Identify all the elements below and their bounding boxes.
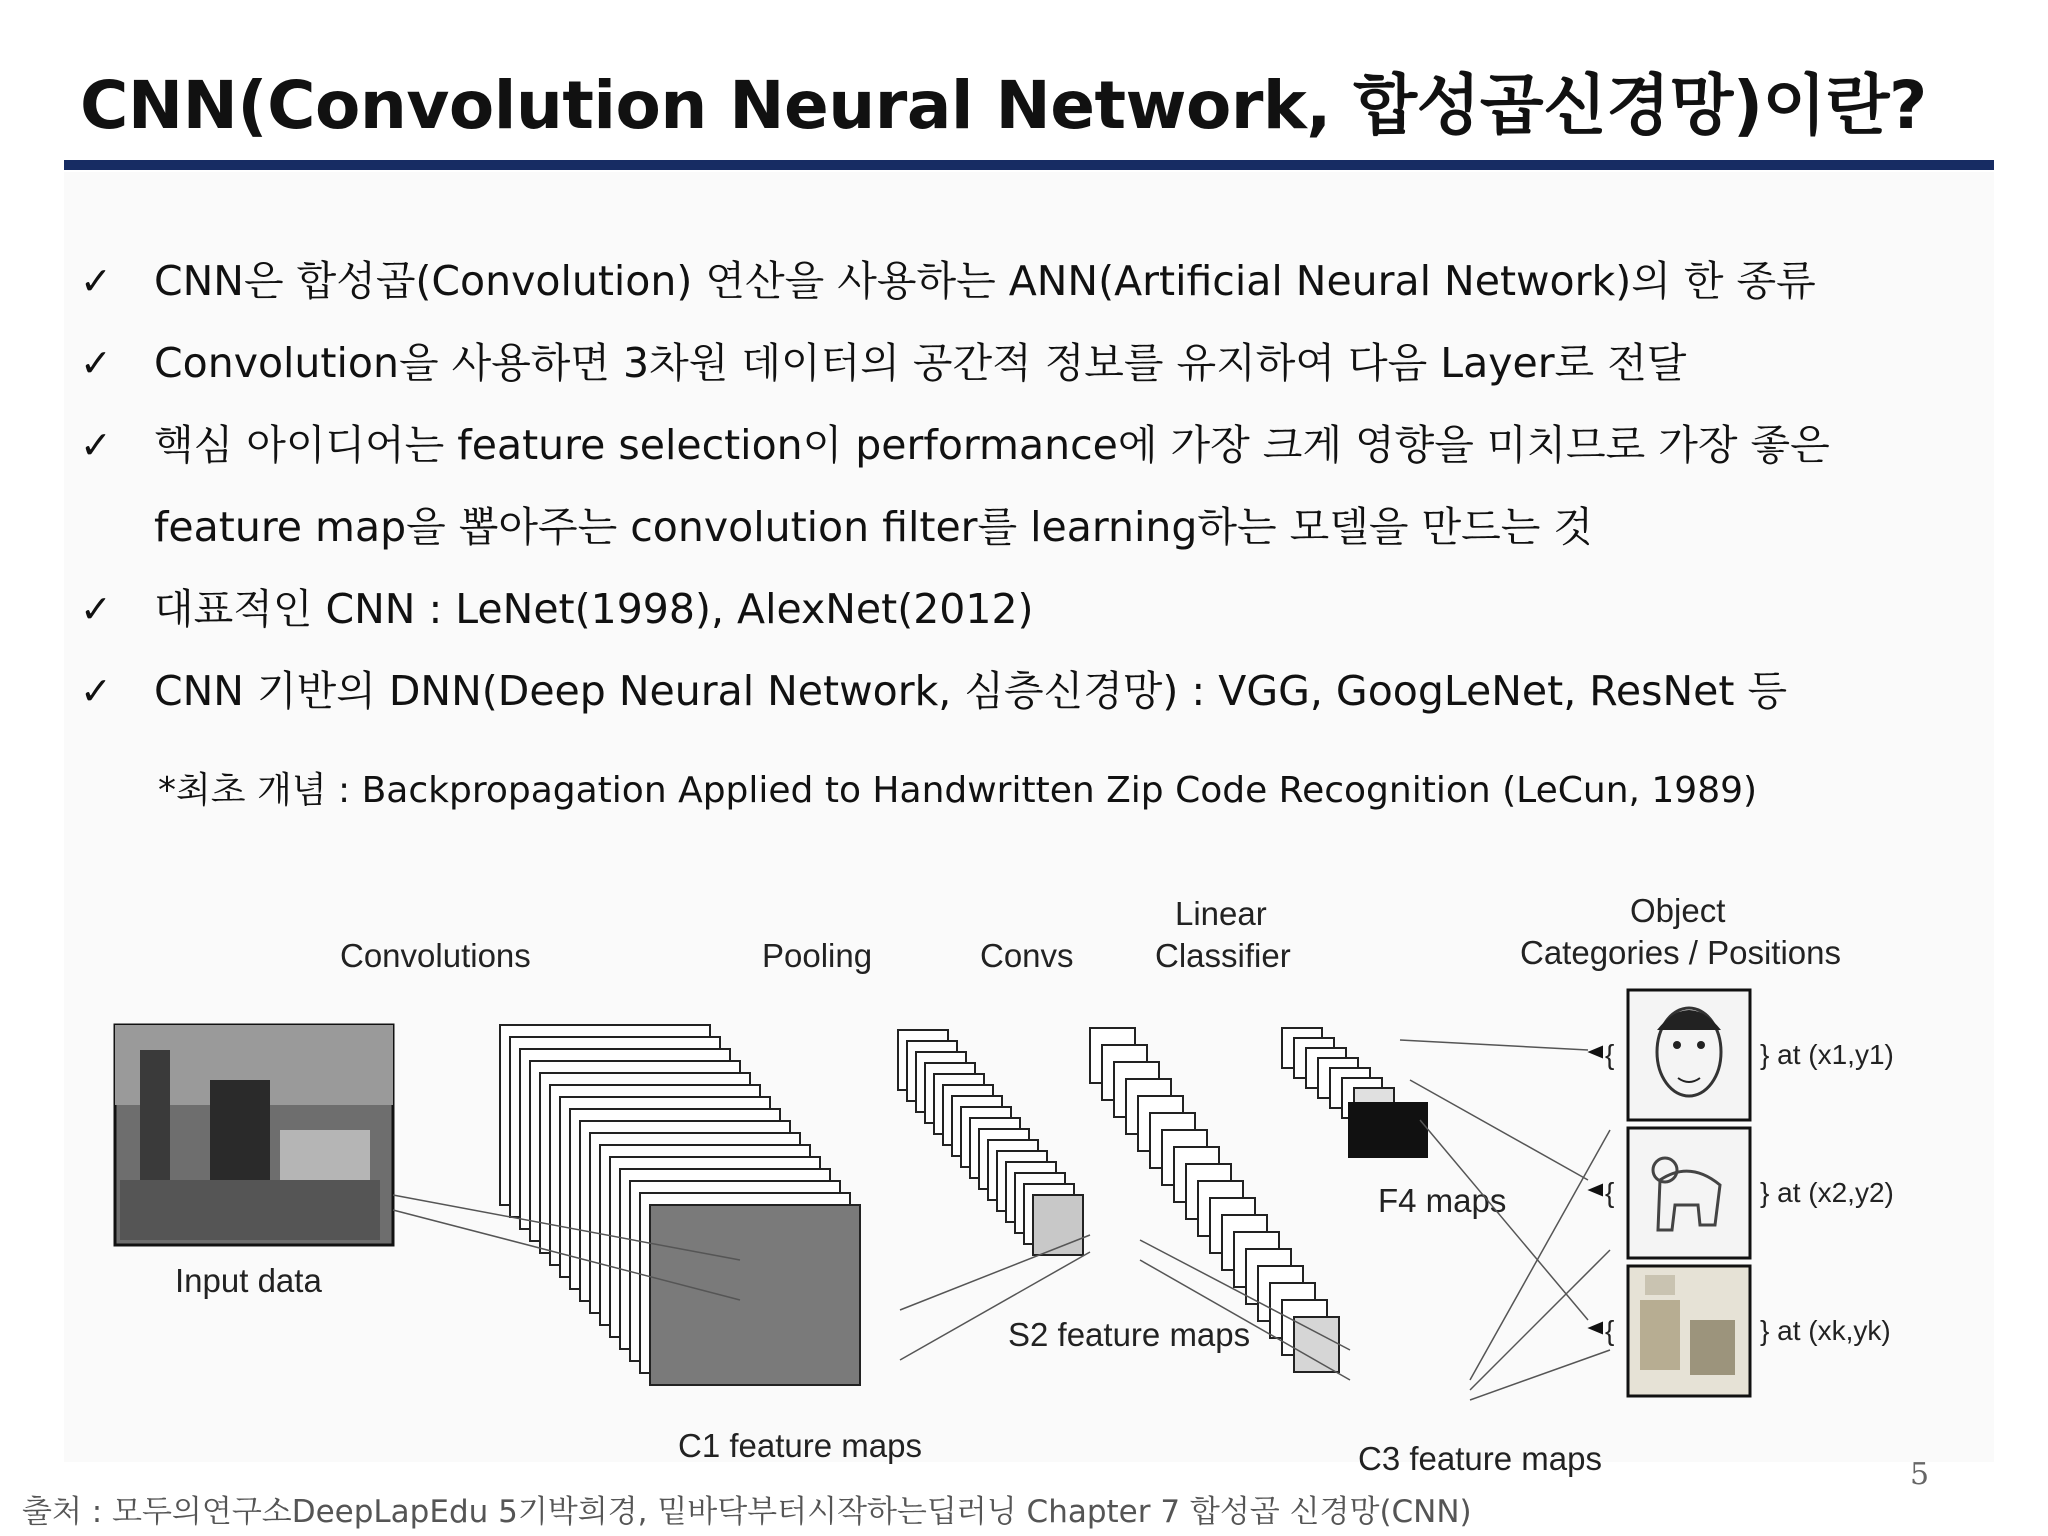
output-position-k: } at (xk,yk) <box>1760 1315 1891 1346</box>
slide-title: CNN(Convolution Neural Network, 합성곱신경망)이란? <box>80 67 1927 144</box>
bullet-item <box>80 322 1980 404</box>
checkmark-icon: ✓ <box>80 587 112 631</box>
bullet-text: Convolution을 사용하면 3차원 데이터의 공간적 정보를 유지하여 다음 Layer로 전달 <box>154 339 1687 387</box>
f4-output-block <box>1348 1102 1428 1158</box>
s2-feature-map-stack <box>898 1030 1083 1255</box>
output-face-box <box>1628 990 1750 1120</box>
bullet-item <box>80 568 1980 650</box>
input-image <box>115 1025 393 1245</box>
label-c3-feature-maps: C3 feature maps <box>1358 1440 1602 1477</box>
label-classifier: Classifier <box>1155 937 1291 974</box>
c1-feature-map <box>650 1205 860 1385</box>
output-position-2: } at (x2,y2) <box>1760 1177 1894 1208</box>
s2-feature-map <box>1033 1195 1083 1255</box>
bullet-item <box>80 404 1980 568</box>
c3-feature-map <box>1294 1317 1339 1372</box>
output-dog-box <box>1628 1128 1750 1258</box>
cnn-architecture-diagram <box>100 880 1960 1480</box>
label-f4-maps: F4 maps <box>1378 1182 1507 1219</box>
label-c1-feature-maps: C1 feature maps <box>678 1427 922 1464</box>
label-categories: Categories / Positions <box>1520 934 1841 971</box>
title-underline <box>64 160 1994 170</box>
label-convolutions: Convolutions <box>340 937 531 974</box>
bracket-1: { <box>1605 1039 1615 1070</box>
checkmark-icon: ✓ <box>80 259 112 303</box>
bracket-2: { <box>1605 1177 1615 1208</box>
checkmark-icon: ✓ <box>80 423 112 467</box>
bullet-text: 핵심 아이디어는 feature selection이 performance에 가장 크게 영향을 미치므로 가장 좋은 feature map을 뽑아주는 convolution filter를 learning하는 모델을 만드는 것 <box>154 421 1830 551</box>
label-linear: Linear <box>1175 895 1267 932</box>
bullet-text: CNN 기반의 DNN(Deep Neural Network, 심층신경망) : VGG, GoogLeNet, ResNet 등 <box>154 667 1788 715</box>
output-position-1: } at (x1,y1) <box>1760 1039 1894 1070</box>
bracket-3: { <box>1605 1315 1615 1346</box>
label-object: Object <box>1630 892 1726 929</box>
bullet-text: CNN은 합성곱(Convolution) 연산을 사용하는 ANN(Artificial Neural Network)의 한 종류 <box>154 257 1816 305</box>
source-footer: 출처 : 모두의연구소DeepLapEdu 5기박희경, 밑바닥부터시작하는딥러닝 Chapter 7 합성곱 신경망(CNN) <box>22 1494 1472 1530</box>
bullet-list <box>80 240 1980 732</box>
arrowheads <box>1590 1047 1602 1333</box>
output-room-box <box>1628 1266 1750 1396</box>
page-number: 5 <box>1910 1457 1930 1492</box>
label-pooling: Pooling <box>762 937 873 974</box>
label-s2-feature-maps: S2 feature maps <box>1008 1316 1251 1353</box>
origin-note: *최초 개념 : Backpropagation Applied to Handwritten Zip Code Recognition (LeCun, 1989) <box>158 770 1758 811</box>
checkmark-icon: ✓ <box>80 669 112 713</box>
label-convs: Convs <box>980 937 1074 974</box>
label-input-data: Input data <box>175 1262 322 1299</box>
bullet-item <box>80 240 1980 322</box>
bullet-item <box>80 650 1980 732</box>
c1-feature-map-stack <box>500 1025 860 1385</box>
bullet-text: 대표적인 CNN : LeNet(1998), AlexNet(2012) <box>154 585 1034 633</box>
checkmark-icon: ✓ <box>80 341 112 385</box>
